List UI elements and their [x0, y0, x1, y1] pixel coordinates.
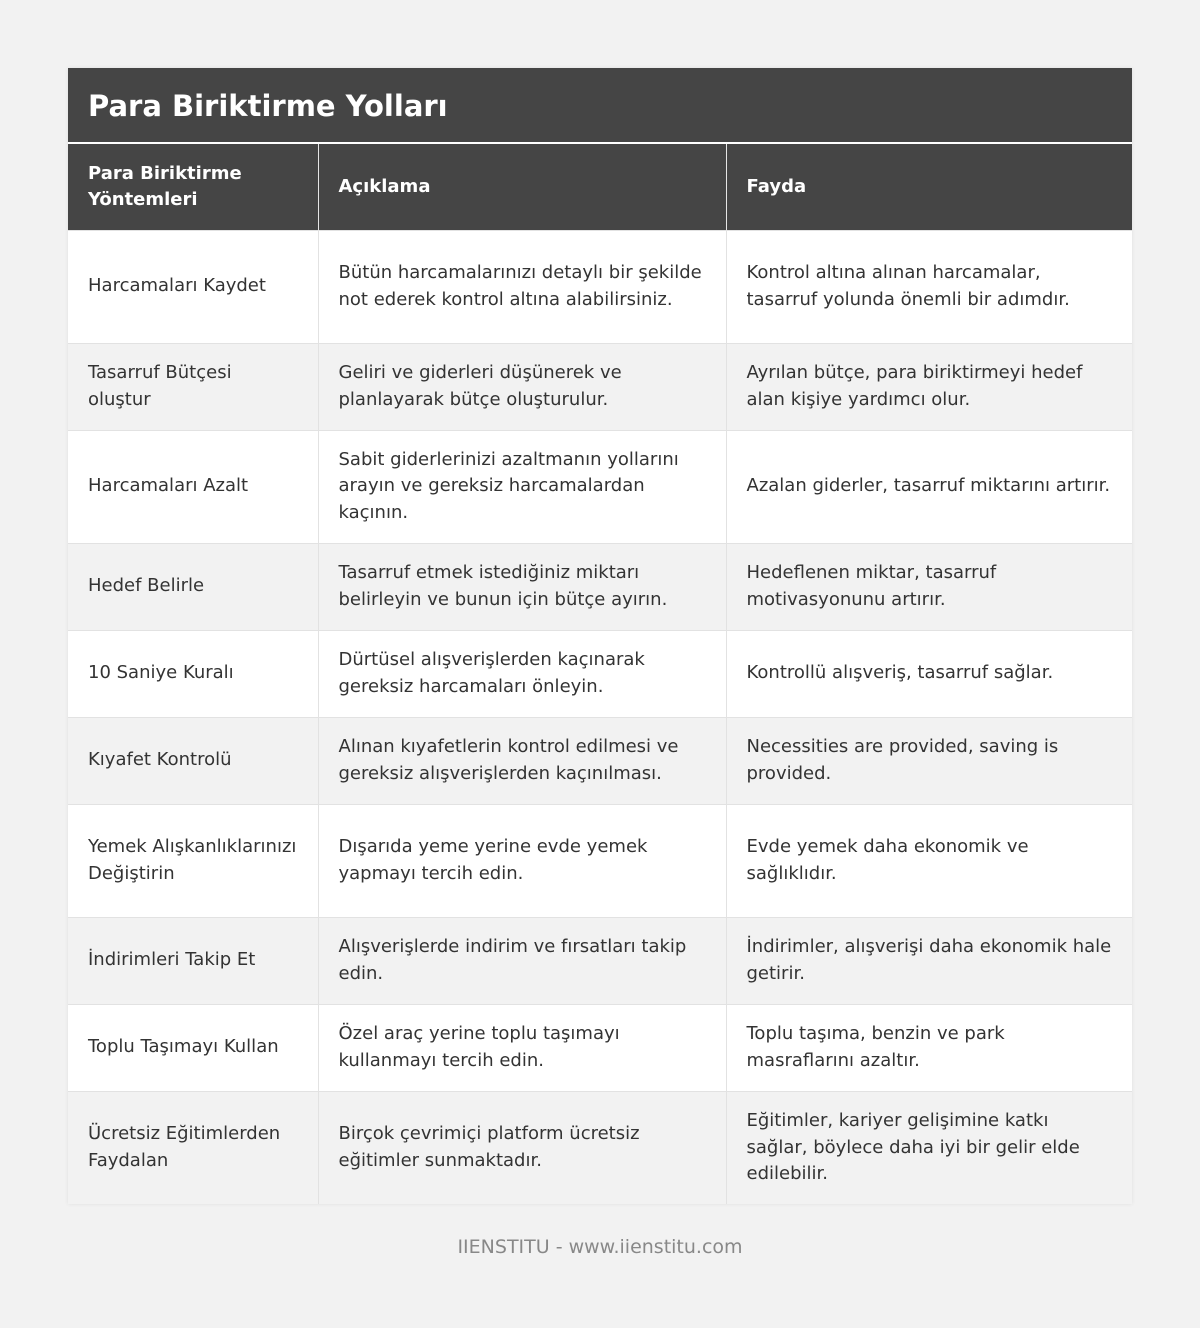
benefit-cell: Kontrol altına alınan harcamalar, tasarruf yolunda önemli bir adımdır. [726, 230, 1132, 343]
method-cell: 10 Saniye Kuralı [68, 630, 318, 717]
description-cell: Alışverişlerde indirim ve fırsatları takip edin. [318, 917, 726, 1004]
method-cell: Harcamaları Azalt [68, 430, 318, 543]
table-row [68, 1091, 1132, 1204]
method-cell: İndirimleri Takip Et [68, 917, 318, 1004]
method-cell: Kıyafet Kontrolü [68, 717, 318, 804]
description-cell: Geliri ve giderleri düşünerek ve planlayarak bütçe oluşturulur. [318, 343, 726, 430]
benefit-cell: Azalan giderler, tasarruf miktarını artırır. [726, 430, 1132, 543]
table-row [68, 804, 1132, 917]
description-cell: Özel araç yerine toplu taşımayı kullanmayı tercih edin. [318, 1004, 726, 1091]
method-cell: Hedef Belirle [68, 543, 318, 630]
method-cell: Toplu Taşımayı Kullan [68, 1004, 318, 1091]
table-row [68, 430, 1132, 543]
description-cell: Dışarıda yeme yerine evde yemek yapmayı tercih edin. [318, 804, 726, 917]
benefit-cell: Kontrollü alışveriş, tasarruf sağlar. [726, 630, 1132, 717]
description-cell: Sabit giderlerinizi azaltmanın yollarını arayın ve gereksiz harcamalardan kaçının. [318, 430, 726, 543]
benefit-cell: Eğitimler, kariyer gelişimine katkı sağlar, böylece daha iyi bir gelir elde edilebilir. [726, 1091, 1132, 1204]
table-row [68, 917, 1132, 1004]
benefit-cell: Ayrılan bütçe, para biriktirmeyi hedef alan kişiye yardımcı olur. [726, 343, 1132, 430]
footer-credit: IIENSTITU - www.iienstitu.com [457, 1236, 743, 1258]
method-cell: Tasarruf Bütçesi oluştur [68, 343, 318, 430]
table-row [68, 630, 1132, 717]
table-title: Para Biriktirme Yolları [68, 68, 1132, 144]
description-cell: Bütün harcamalarınızı detaylı bir şekilde not ederek kontrol altına alabilirsiniz. [318, 230, 726, 343]
method-cell: Yemek Alışkanlıklarınızı Değiştirin [68, 804, 318, 917]
savings-methods-table [68, 144, 1132, 1204]
benefit-cell: Hedeflenen miktar, tasarruf motivasyonunu artırır. [726, 543, 1132, 630]
table-row [68, 717, 1132, 804]
table-row [68, 1004, 1132, 1091]
benefit-cell: İndirimler, alışverişi daha ekonomik hale getirir. [726, 917, 1132, 1004]
method-cell: Ücretsiz Eğitimlerden Faydalan [68, 1091, 318, 1204]
description-cell: Tasarruf etmek istediğiniz miktarı belirleyin ve bunun için bütçe ayırın. [318, 543, 726, 630]
header-benefit: Fayda [726, 144, 1132, 230]
header-method: Para Biriktirme Yöntemleri [68, 144, 318, 230]
table-row [68, 543, 1132, 630]
description-cell: Birçok çevrimiçi platform ücretsiz eğitimler sunmaktadır. [318, 1091, 726, 1204]
benefit-cell: Necessities are provided, saving is provided. [726, 717, 1132, 804]
header-description: Açıklama [318, 144, 726, 230]
benefit-cell: Toplu taşıma, benzin ve park masraflarını azaltır. [726, 1004, 1132, 1091]
benefit-cell: Evde yemek daha ekonomik ve sağlıklıdır. [726, 804, 1132, 917]
table-row [68, 343, 1132, 430]
table-header-row [68, 144, 1132, 230]
savings-table-card [68, 68, 1132, 1204]
table-row [68, 230, 1132, 343]
description-cell: Dürtüsel alışverişlerden kaçınarak gereksiz harcamaları önleyin. [318, 630, 726, 717]
description-cell: Alınan kıyafetlerin kontrol edilmesi ve gereksiz alışverişlerden kaçınılması. [318, 717, 726, 804]
method-cell: Harcamaları Kaydet [68, 230, 318, 343]
